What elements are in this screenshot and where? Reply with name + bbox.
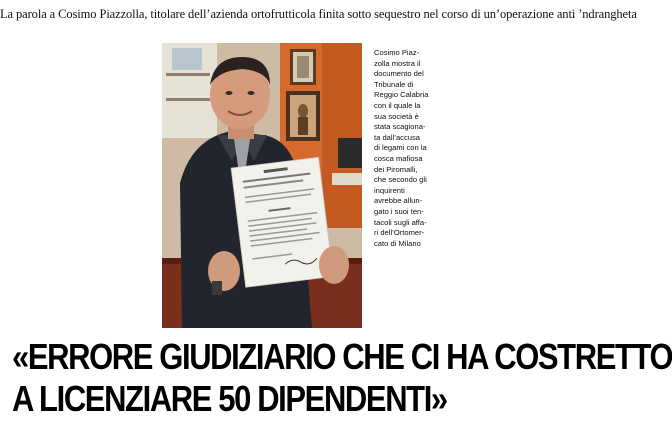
caption-line: dei Piromalli, (374, 164, 418, 174)
caption-line: zolla mostra il (374, 58, 421, 68)
caption-line: con il quale la (374, 100, 421, 110)
caption-line: sua società è (374, 111, 419, 121)
caption-line: tacoli sugli affa- (374, 217, 427, 227)
caption-line: che secondo gli (374, 175, 427, 185)
kicker-line: La parola a Cosimo Piazzolla, titolare dell’azienda ortofrutticola finita sotto sequestro nel corso di un’operazione anti ’ndrangheta (0, 7, 637, 21)
caption-line: cosca mafiosa (374, 153, 423, 163)
caption-line: avrebbe allun- (374, 196, 423, 206)
headline (12, 336, 672, 420)
photo-illustration (162, 43, 362, 328)
caption-line: inquirenti (374, 185, 405, 195)
caption-line: ri dell’Ortomer- (374, 228, 425, 238)
news-photo (162, 43, 362, 328)
headline-line-1: «ERRORE GIUDIZIARIO CHE CI HA COSTRETTO (12, 336, 672, 377)
caption-line: cato di Milano (374, 238, 421, 248)
caption-line: documento del (374, 69, 424, 79)
caption-line: Reggio Calabria (374, 90, 429, 100)
caption-line: stata scagiona- (374, 122, 426, 132)
headline-line-2: A LICENZIARE 50 DIPENDENTI» (12, 378, 447, 419)
caption-line: ta dall’accusa (374, 132, 421, 142)
caption-line: di legami con la (374, 143, 427, 153)
caption-line: gato i suoi ten- (374, 206, 424, 216)
photo-caption (374, 48, 444, 249)
caption-line: Tribunale di (374, 79, 414, 89)
caption-line: Cosimo Piaz- (374, 48, 420, 57)
